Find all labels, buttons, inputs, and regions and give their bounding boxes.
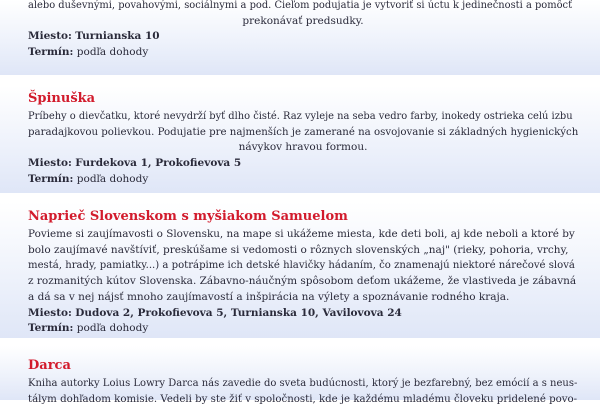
location-value: Furdekova 1, Prokofievova 5 [75,157,242,170]
date-label: Termín: [28,172,74,185]
event-date [28,45,578,61]
description-line: a dá sa v nej nájsť mnoho zaujímavostí a inšpirácia na výlety a spoznávanie rodného kraja. [28,290,510,303]
location-value: Turnianska 10 [75,30,160,43]
event-description [28,0,578,29]
description-line: tálym dohľadom komisie. Vedeli by ste žiť v spoločnosti, kde je každému mladému človeku pridelené povo- [28,393,578,405]
event-location [28,306,578,322]
event-date [28,321,578,337]
description-line: alebo duševnými, povahovými, sociálnymi a pod. Cieľom podujatia je vytvoriť si úctu k jedinečnosti a pomôcť [28,0,573,11]
event-title: Naprieč Slovenskom s myšiakom Samuelom [28,209,348,224]
event-date [28,172,578,188]
event-description [28,376,578,407]
event-description [28,227,578,306]
description-line: paradajkovou polievkou. Podujatie pre najmenších je zamerané na osvojovanie si základných hygienických [28,126,579,138]
location-label: Miesto: [28,157,72,170]
description-line: prekonávať predsudky. [242,14,364,27]
date-value: podľa dohody [76,172,149,185]
description-line: Povieme si zaujímavosti o Slovensku, na mape si ukážeme miesta, kde deti boli, aj kde neboli a ktoré by [28,228,575,240]
event-section-spinuska [28,90,578,188]
date-label: Termín: [28,46,74,59]
event-description [28,109,578,156]
description-line: Príbehy o dievčatku, ktoré nevydrží byť dlho čisté. Raz vyleje na seba vedro farby, inokedy ostrieka celú izbu [28,111,573,122]
event-location [28,29,578,45]
date-value: podľa dohody [76,46,149,59]
event-title: Špinuška [28,91,96,106]
location-value: Dudova 2, Prokofievova 5, Turnianska 10, Vavilovova 24 [75,306,402,319]
description-line: mestá, hrady, pamiatky...) a potrápime ich detské hlavičky hádaním, čo znamenajú niektoré nárečové slová [28,260,575,272]
event-location [28,156,578,172]
description-line: Kniha autorky Loius Lowry Darca nás zavedie do sveta budúcnosti, ktorý je bezfarebný, bez emócií a s neus- [28,378,578,389]
event-title: Darca [28,358,71,373]
location-label: Miesto: [28,306,72,319]
description-line: z rozmanitých kútov Slovenska. Zábavno-náučným spôsobom deťom ukážeme, že vlastiveda je zábavná [28,275,577,288]
date-value: podľa dohody [76,322,149,335]
event-section-intro [28,0,578,61]
description-line: bolo zaujímavé navštíviť, preskúšame si vedomosti o rôznych slovenských „naj" (rieky, pohoria, vrchy, [28,243,569,256]
event-section-slovensko [28,208,578,337]
date-label: Termín: [28,322,74,335]
description-line: návykov hravou formou. [238,141,368,154]
location-label: Miesto: [28,30,72,43]
